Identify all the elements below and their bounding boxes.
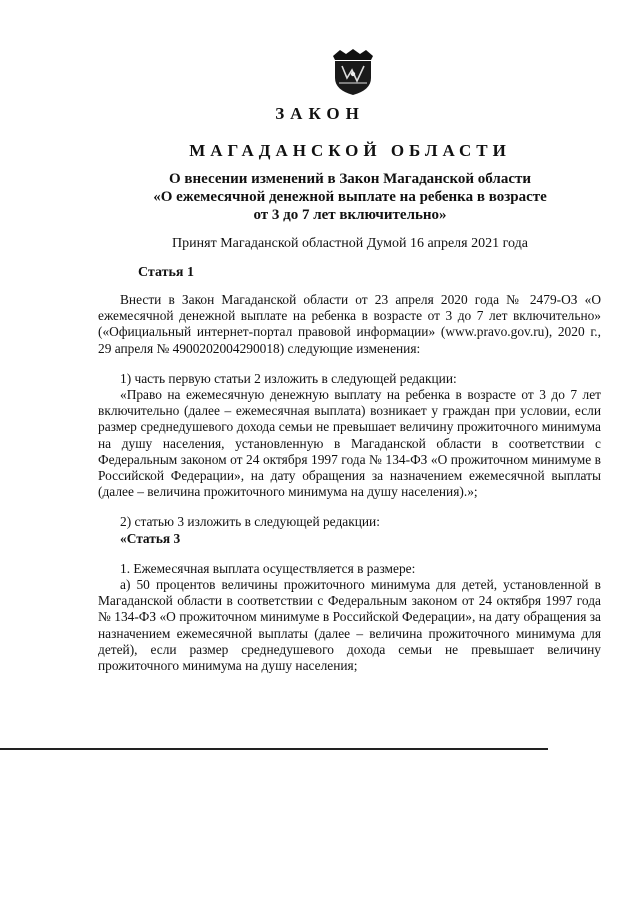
page-divider (0, 748, 548, 750)
point-1: 1. Ежемесячная выплата осуществляется в размере: (120, 560, 416, 576)
item-2-article: «Статья 3 (120, 530, 181, 546)
article-heading: Статья 1 (138, 265, 194, 280)
subtitle-line: «О ежемесячной денежной выплате на ребенка в возрасте (153, 189, 547, 205)
intro-paragraph: Внести в Закон Магаданской области от 23 апреля 2020 года № 2479-ОЗ «О ежемесячной денежной выплате на ребенка в возрасте от 3 до 7 лет включительно» («Официальный интернет-портал правовой информации» (www.pravo.gov.ru), 2020 г., 29 апреля № 4900202004290018) следующие изменения: (98, 292, 601, 356)
item-2-lead: 2) статью 3 изложить в следующей редакции: (120, 514, 380, 530)
item-1-text: «Право на ежемесячную денежную выплату на ребенка в возрасте от 3 до 7 лет включительно (далее – ежемесячная выплата) возникает у граждан при условии, если размер среднедушевого дохода семьи не превышает величину прожиточного минимума на душу населения, установленную в Магаданской области в соответствии с Федеральным законом от 24 октября 1997 года № 134-ФЗ «О прожиточном минимуме в Российской Федерации», на дату обращения за назначением ежемесячной выплаты (далее – величина прожиточного минимума на душу населения).»; (98, 387, 601, 500)
point-1a: а) 50 процентов величины прожиточного минимума для детей, установленной в Магаданской области в соответствии с Федеральным законом от 24 октября 1997 года № 134-ФЗ «О прожиточном минимуме в Российской Федерации», на дату обращения за назначением ежемесячной выплаты (далее – величина прожиточного минимума для детей), если размер среднедушевого дохода семьи не превышает величину прожиточного минимума на душу населения; (98, 577, 601, 674)
law-subtitle (100, 170, 600, 224)
item-1-lead: 1) часть первую статьи 2 изложить в следующей редакции: (120, 370, 457, 386)
coat-of-arms-emblem (330, 48, 376, 96)
subtitle-line: от 3 до 7 лет включительно» (253, 207, 447, 223)
adoption-note: Принят Магаданской областной Думой 16 апреля 2021 года (172, 236, 528, 251)
region-title: МАГАДАНСКОЙ ОБЛАСТИ (189, 141, 511, 160)
law-title: ЗАКОН (275, 104, 365, 123)
document-body (98, 292, 601, 674)
subtitle-line: О внесении изменений в Закон Магаданской области (169, 171, 531, 187)
